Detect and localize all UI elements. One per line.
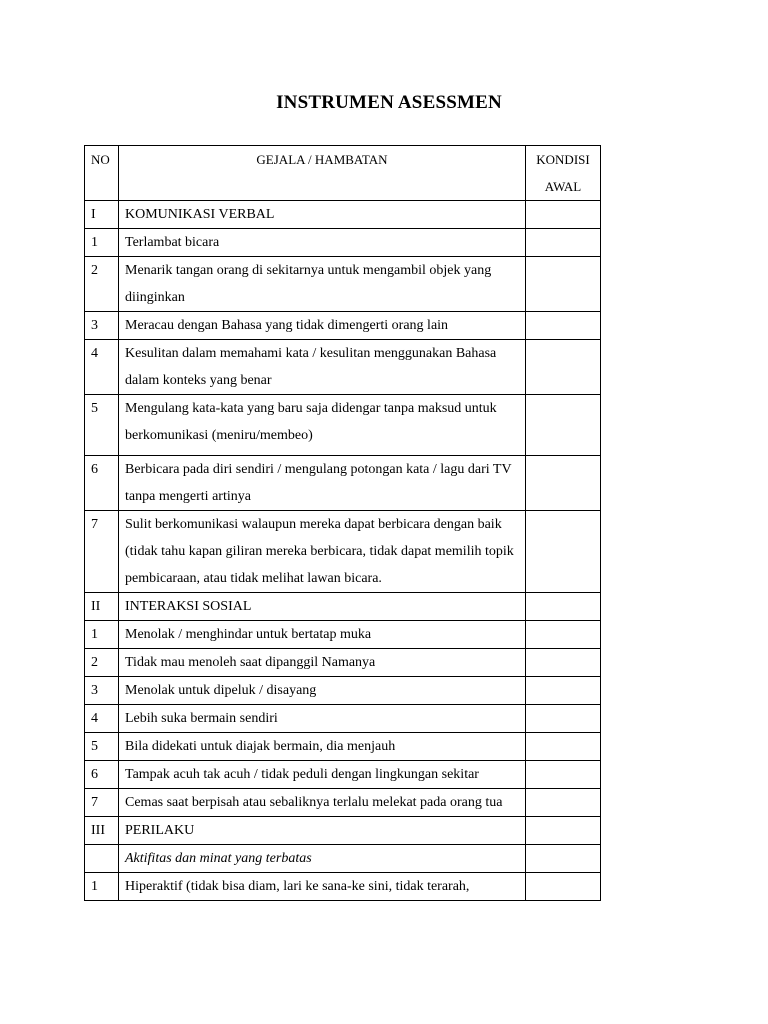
- kondisi-cell[interactable]: [526, 340, 601, 395]
- item-number: 7: [85, 511, 119, 593]
- item-text: Kesulitan dalam memahami kata / kesulitan menggunakan Bahasa dalam konteks yang benar: [119, 340, 526, 395]
- kondisi-cell[interactable]: [526, 511, 601, 593]
- section-number: III: [85, 817, 119, 845]
- item-number: 4: [85, 340, 119, 395]
- kondisi-cell[interactable]: [526, 677, 601, 705]
- item-text: Menarik tangan orang di sekitarnya untuk mengambil objek yang diinginkan: [119, 257, 526, 312]
- item-text: Terlambat bicara: [119, 229, 526, 257]
- item-number: 4: [85, 705, 119, 733]
- item-text: Lebih suka bermain sendiri: [119, 705, 526, 733]
- header-gejala: GEJALA / HAMBATAN: [119, 146, 526, 201]
- kondisi-cell[interactable]: [526, 733, 601, 761]
- item-text: Menolak / menghindar untuk bertatap muka: [119, 621, 526, 649]
- assessment-table: [84, 145, 601, 901]
- item-text: Bila didekati untuk diajak bermain, dia menjauh: [119, 733, 526, 761]
- kondisi-cell[interactable]: [526, 312, 601, 340]
- kondisi-cell[interactable]: [526, 229, 601, 257]
- table-header-row: [85, 146, 601, 201]
- table-row: [85, 705, 601, 733]
- subsection-title: Aktifitas dan minat yang terbatas: [119, 845, 526, 873]
- item-text: Tidak mau menoleh saat dipanggil Namanya: [119, 649, 526, 677]
- table-row: [85, 229, 601, 257]
- table-row: [85, 789, 601, 817]
- item-number: 6: [85, 456, 119, 511]
- item-text: Sulit berkomunikasi walaupun mereka dapat berbicara dengan baik (tidak tahu kapan giliran mereka berbicara, tidak dapat memilih topik pembicaraan, atau tidak melihat lawan bicara.: [119, 511, 526, 593]
- table-row: [85, 873, 601, 901]
- kondisi-cell[interactable]: [526, 761, 601, 789]
- header-no: NO: [85, 146, 119, 201]
- kondisi-cell[interactable]: [526, 873, 601, 901]
- page-title: INSTRUMEN ASESSMEN: [276, 92, 502, 113]
- kondisi-cell[interactable]: [526, 257, 601, 312]
- table-row: [85, 257, 601, 312]
- section-title: INTERAKSI SOSIAL: [119, 593, 526, 621]
- item-text: Mengulang kata-kata yang baru saja didengar tanpa maksud untuk berkomunikasi (meniru/membeo): [119, 395, 526, 456]
- item-text: Menolak untuk dipeluk / disayang: [119, 677, 526, 705]
- table-row: [85, 733, 601, 761]
- section-title: PERILAKU: [119, 817, 526, 845]
- table-row: [85, 649, 601, 677]
- table-row: [85, 456, 601, 511]
- item-number: 2: [85, 257, 119, 312]
- item-number: 3: [85, 677, 119, 705]
- table-row: [85, 677, 601, 705]
- header-kondisi-awal: [526, 146, 601, 201]
- table-row: [85, 621, 601, 649]
- table-row: [85, 761, 601, 789]
- header-kondisi-line1: KONDISI: [536, 152, 590, 167]
- item-number: 1: [85, 873, 119, 901]
- table-row: [85, 312, 601, 340]
- section-row: [85, 817, 601, 845]
- section-row: [85, 201, 601, 229]
- item-number: 7: [85, 789, 119, 817]
- header-kondisi-line2: AWAL: [544, 179, 582, 194]
- table-row: [85, 340, 601, 395]
- kondisi-cell[interactable]: [526, 201, 601, 229]
- kondisi-cell[interactable]: [526, 621, 601, 649]
- item-number: 2: [85, 649, 119, 677]
- subsection-row: [85, 845, 601, 873]
- item-number: 1: [85, 229, 119, 257]
- kondisi-cell[interactable]: [526, 789, 601, 817]
- item-number: 3: [85, 312, 119, 340]
- section-number: I: [85, 201, 119, 229]
- kondisi-cell[interactable]: [526, 593, 601, 621]
- table-row: [85, 395, 601, 456]
- item-number: 6: [85, 761, 119, 789]
- kondisi-cell[interactable]: [526, 817, 601, 845]
- kondisi-cell[interactable]: [526, 456, 601, 511]
- item-text: Berbicara pada diri sendiri / mengulang potongan kata / lagu dari TV tanpa mengerti artinya: [119, 456, 526, 511]
- section-number: II: [85, 593, 119, 621]
- section-row: [85, 593, 601, 621]
- item-number: 5: [85, 395, 119, 456]
- kondisi-cell[interactable]: [526, 845, 601, 873]
- item-number: 1: [85, 621, 119, 649]
- subsection-number: [85, 845, 119, 873]
- section-title: KOMUNIKASI VERBAL: [119, 201, 526, 229]
- kondisi-cell[interactable]: [526, 705, 601, 733]
- table-row: [85, 511, 601, 593]
- item-text: Meracau dengan Bahasa yang tidak dimengerti orang lain: [119, 312, 526, 340]
- item-text: Tampak acuh tak acuh / tidak peduli dengan lingkungan sekitar: [119, 761, 526, 789]
- kondisi-cell[interactable]: [526, 649, 601, 677]
- item-text: Cemas saat berpisah atau sebaliknya terlalu melekat pada orang tua: [119, 789, 526, 817]
- item-number: 5: [85, 733, 119, 761]
- kondisi-cell[interactable]: [526, 395, 601, 456]
- item-text: Hiperaktif (tidak bisa diam, lari ke sana-ke sini, tidak terarah,: [119, 873, 526, 901]
